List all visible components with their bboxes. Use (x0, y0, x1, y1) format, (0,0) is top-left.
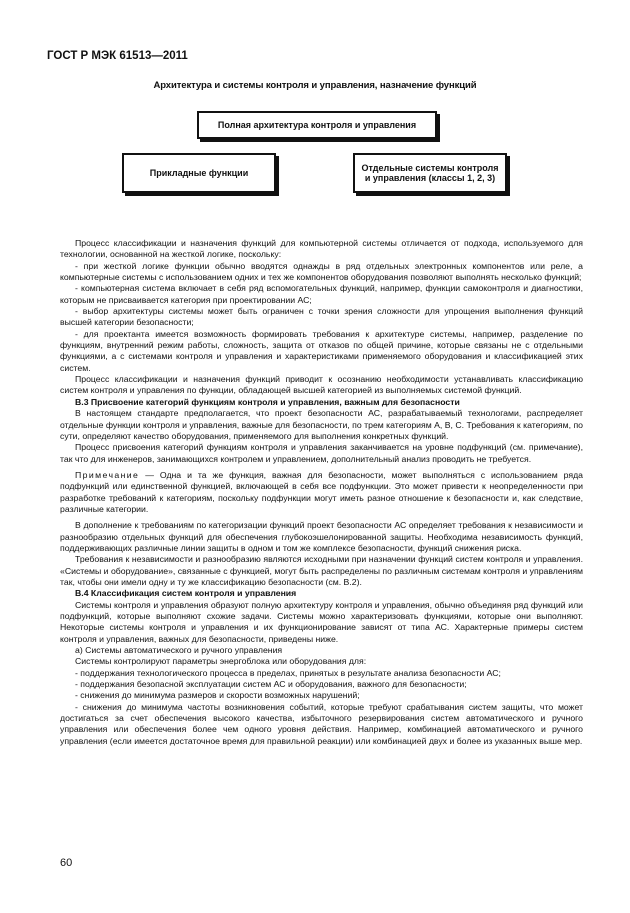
paragraph: В дополнение к требованиям по категоризации функций проект безопасности АС определяет требования к независимости и разнообразию отдельных функций для обеспечения глубокоэшелонированной защиты. Необходима независимость функций, поддерживающих различные линии защиты в одном и том же комплексе безопасности, функций снижения риска. (60, 520, 583, 553)
box-separate-systems-line1: Отдельные системы контроля (361, 162, 499, 173)
paragraph: Процесс классификации и назначения функций для компьютерной системы отличается от подхода, используемого для технологии, основанной на жесткой логике, поскольку: (60, 238, 583, 260)
paragraph: В настоящем стандарте предполагается, что проект безопасности АС, разрабатываемый технологами, распределяет отдельные функции контроля и управления, важные для безопасности, по трем категориям А, В, С. Требования к категориям, по сути, определяют качество оборудования, применяемого для выполнения конкретных функций. (60, 408, 583, 441)
box-application-functions-label: Прикладные функции (149, 167, 249, 178)
box-full-architecture-label: Полная архитектура контроля и управления (217, 119, 417, 130)
list-item: - поддержания технологического процесса в пределах, принятых в результате анализа безопасности АС; (75, 667, 501, 678)
list-heading: а) Системы автоматического и ручного управления (75, 645, 283, 656)
list-item: - для проектанта имеется возможность формировать требования к архитектуре системы, например, разделение по функциям, внутренний режим работы, сложность, защита от отказов по общей причине, которые связаны не с отдельными функциями, а с системами контроля и управления и характеристиками применяемого оборудования и классификацией этих систем. (60, 328, 583, 373)
list-item: - выбор архитектуры системы может быть ограничен с точки зрения сложности для упрощения выполнения функций высшей категории безопасности; (60, 306, 583, 328)
paragraph: Системы контролируют параметры энергоблока или оборудования для: (75, 656, 367, 667)
box-separate-systems-line2: и управления (классы 1, 2, 3) (364, 173, 496, 183)
list-item: - при жесткой логике функции обычно вводятся однажды в ряд отдельных электронных компонентов или реле, а компьютерные системы с использованием одних и тех же компонентов оборудования позволяют выполнять несколько функций; (60, 260, 583, 283)
paragraph: Процесс присвоения категорий функциям контроля и управления заканчивается на уровне подфункций (см. примечание), так что для инженеров, занимающихся контролем и управлением, дополнительный анализ проводить не требуется. (60, 442, 583, 464)
page-number: 60 (60, 857, 73, 869)
list-item: - компьютерная система включает в себя ряд вспомогательных функций, например, функции самоконтроля и диагностики, которым не присваивается категория при проектировании АС; (60, 283, 583, 305)
box-application-functions (122, 153, 276, 193)
box-full-architecture (197, 111, 437, 139)
list-item: - снижения до минимума размеров и скорости возможных нарушений; (75, 690, 360, 701)
note (60, 470, 583, 515)
body-text (60, 238, 583, 747)
paragraph: Процесс классификации и назначения функций приводит к осознанию необходимости устанавливать классификацию систем контроля и управления по функции, обладающей высшей категорией из выполняемых системой функций. (60, 374, 583, 396)
section-heading-b4: В.4 Классификация систем контроля и управления (75, 588, 297, 599)
note-label: Примечание (75, 469, 140, 480)
figure-title: Архитектура и системы контроля и управления, назначение функций (153, 80, 477, 91)
box-separate-systems (353, 153, 507, 193)
note-text: — Одна и та же функция, важная для безопасности, может выполняться с использованием ряда подфункций или единственной функцией, включающей в себя все подфункции. Это может привести к неопределенности при разработке требований к категориям, поскольку подфункции могут иметь разное отношение к безопасности и, как следствие, различные категории. (60, 469, 583, 514)
paragraph: Требования к независимости и разнообразию являются исходными при назначении функций систем контроля и управления. «Системы и оборудование», связанные с функцией, могут быть распределены по различным системам контроля и управлениям так, чтобы они имели одну и ту же классификацию безопасности (см. В.2). (60, 554, 583, 587)
list-item: - поддержания безопасной эксплуатации систем АС и оборудования, важного для безопасности; (75, 679, 467, 690)
section-heading-b3: В.3 Присвоение категорий функциям контроля и управления, важным для безопасности (75, 396, 460, 407)
document-code: ГОСТ Р МЭК 61513—2011 (47, 50, 188, 62)
paragraph: Системы контроля и управления образуют полную архитектуру контроля и управления, обычно объединяя ряд функций или подфункций, которые выполняют схожие задачи. Системы можно характеризовать функциями, которые они выполняют. Некоторые системы контроля и управления и их функционирование зависят от типа АС. Характерные примеры систем контроля и управления, важных для безопасности, приведены ниже. (60, 599, 583, 644)
list-item: - снижения до минимума частоты возникновения событий, которые требуют срабатывания систем защиты, что может достигаться за счет обеспечения высокого качества, избыточного резервирования систем автоматического и ручного управления или обеспечения более чем одного уровня действия. Например, комбинацией автоматического и ручного управления (если имеется достаточное время для правильной реакции) или комбинацией двух и более из указанных выше мер. (60, 701, 583, 746)
